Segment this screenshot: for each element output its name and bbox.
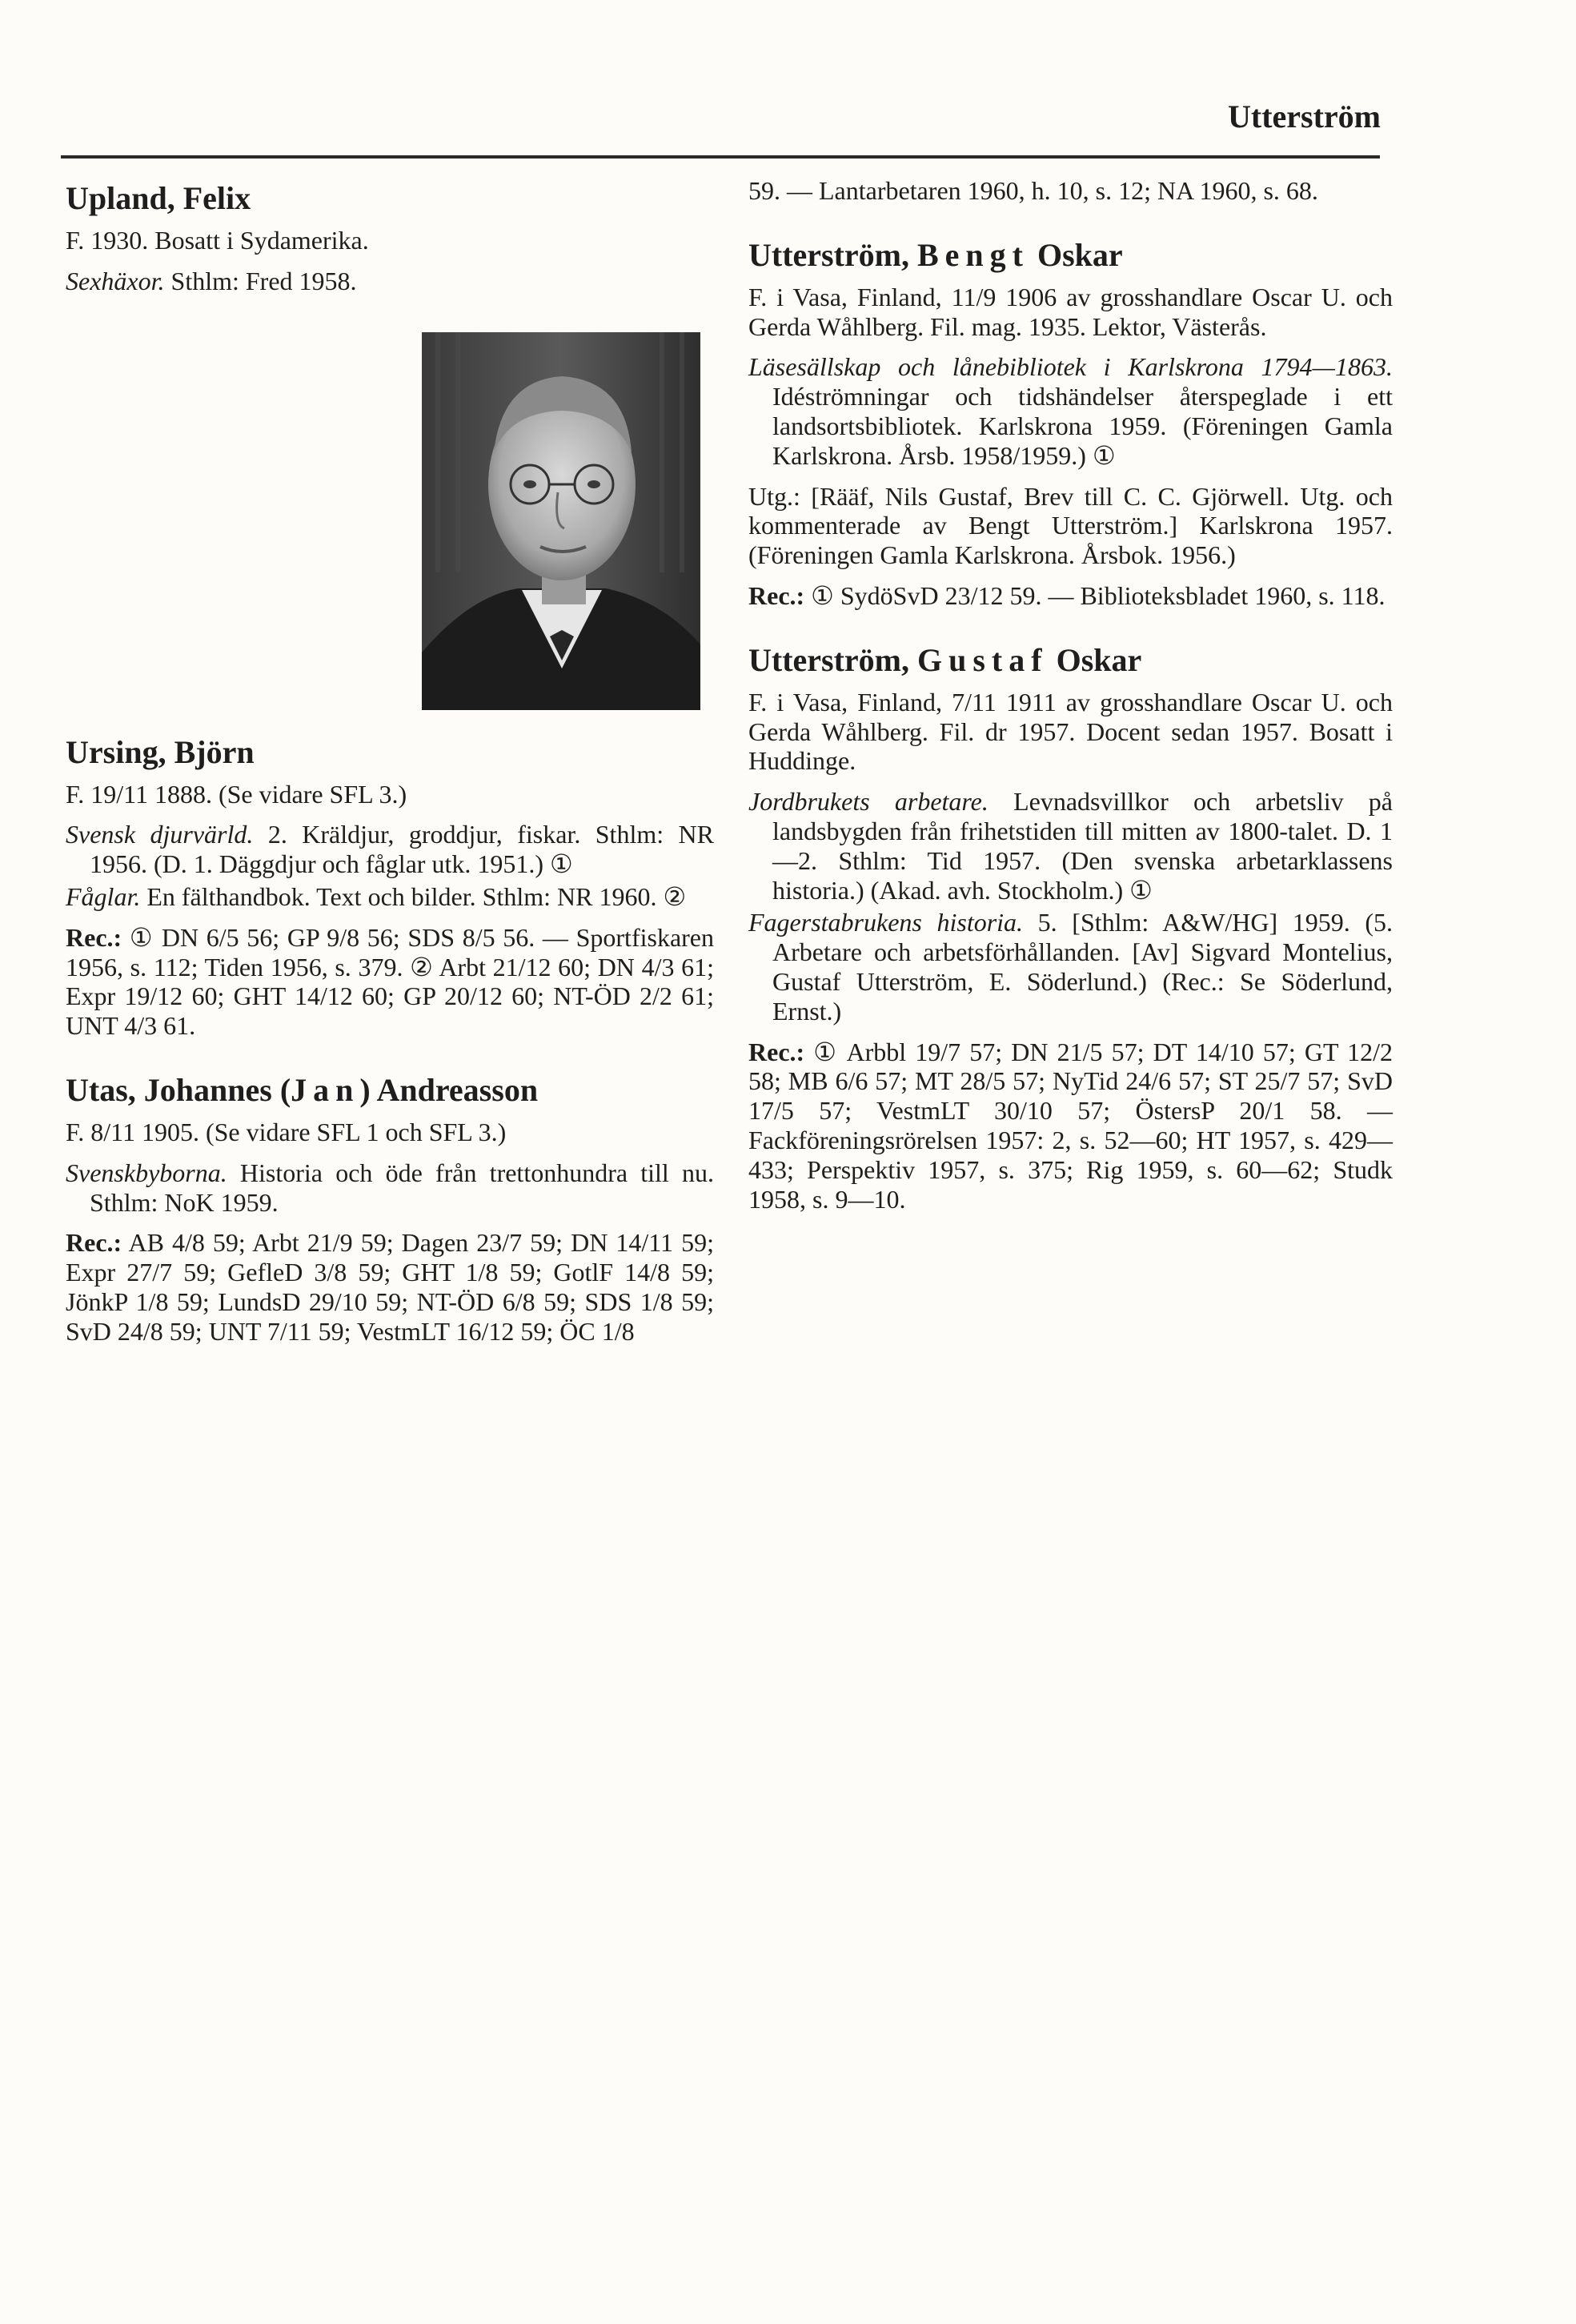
work (66, 820, 714, 879)
name-part: ) Andreasson (359, 1071, 539, 1108)
work-title: Fåglar. (66, 881, 141, 911)
entry-heading (66, 1073, 714, 1108)
left-column (66, 181, 714, 1379)
work-title: Fagerstabrukens historia. (748, 908, 1024, 937)
work-rest: Historia och öde från trettonhundra till nu. Sthlm: NoK 1959. (90, 1158, 714, 1217)
rec-label: Rec.: (66, 1228, 122, 1258)
reviews (748, 581, 1393, 611)
reviews (748, 1038, 1393, 1214)
work-rest: Levnadsvillkor och arbetsliv på landsbygden från frihetstiden till mitten av 1800-talet. D. 1—2. Sthlm: Tid 1957. (Den svenska arbetarklassens historia.) (Akad. avh. Stockholm.) ① (772, 787, 1394, 905)
entry-heading (748, 238, 1393, 273)
editor-note: Utg.: [Rääf, Nils Gustaf, Brev till C. C. Gjörwell. Utg. och kommenterade av Bengt Utterström.] Karlskrona 1957. (Föreningen Gamla Karlskrona. Årsbok. 1956.) (748, 481, 1393, 570)
entry-utas (66, 1073, 714, 1347)
bio: F. 8/11 1905. (Se vidare SFL 1 och SFL 3.) (66, 1117, 507, 1146)
work-title: Svenskbyborna. (66, 1158, 227, 1187)
reviews (66, 923, 714, 1041)
work-rest: Idéströmningar och tidshändelser återspeglade i ett landsortsbibliotek. Karlskrona 1959. (Föreningen Gamla Karlskrona. Årsb. 1958/1959.) ① (772, 382, 1393, 470)
work-title: Svensk djurvärld. (66, 820, 254, 849)
name-part: Oskar (1048, 641, 1142, 678)
rec-text: ① SydöSvD 23/12 59. — Biblioteksbladet 1960, s. 118. (804, 580, 1386, 610)
name-spaced: Bengt (917, 236, 1029, 273)
work (748, 352, 1393, 470)
right-column (748, 176, 1393, 1246)
bio: F. 1930. Bosatt i Sydamerika. (66, 226, 369, 255)
header-rule (61, 155, 1380, 159)
work (66, 882, 714, 912)
rec-text: AB 4/8 59; Arbt 21/9 59; Dagen 23/7 59; DN 14/11 59; Expr 27/7 59; GefleD 3/8 59; GHT 1/8 59; GotlF 14/8 59; JönkP 1/8 59; LundsD 29/10 59; NT-ÖD 6/8 59; SDS 1/8 59; SvD 24/8 59; UNT 7/11 59; VestmLT 16/12 59; ÖC 1/8 (66, 1228, 714, 1346)
bio: F. i Vasa, Finland, 11/9 1906 av grosshandlare Oscar U. och Gerda Wåhlberg. Fil. mag. 1935. Lektor, Västerås. (748, 282, 1393, 341)
work (748, 908, 1393, 1026)
utas-continuation: 59. — Lantarbetaren 1960, h. 10, s. 12; NA 1960, s. 68. (748, 176, 1318, 205)
entry-heading (748, 643, 1393, 678)
name-spaced: Gustaf (917, 641, 1049, 678)
work-rest: 2. Kräldjur, groddjur, fiskar. Sthlm: NR 1956. (D. 1. Däggdjur och fåglar utk. 1951.) ① (90, 820, 715, 879)
entry-upland (66, 181, 714, 296)
entry-heading: Ursing, Björn (66, 733, 255, 770)
work-title: Jordbrukets arbetare. (748, 787, 989, 817)
rec-label: Rec.: (748, 580, 805, 610)
work-rest: Sthlm: Fred 1958. (164, 266, 357, 295)
bio: F. i Vasa, Finland, 7/11 1911 av grosshandlare Oscar U. och Gerda Wåhlberg. Fil. dr 1957. Docent sedan 1957. Bosatt i Huddinge. (748, 687, 1393, 776)
name-part: Utterström, (748, 641, 917, 678)
entry-gustaf (748, 643, 1393, 1214)
entry-heading: Upland, Felix (66, 180, 251, 216)
rec-label: Rec.: (748, 1037, 805, 1066)
work-title: Sexhäxor. (66, 266, 165, 295)
bio: F. 19/11 1888. (Se vidare SFL 3.) (66, 779, 407, 809)
entry-bengt (748, 238, 1393, 611)
running-head: Utterström (1228, 98, 1381, 134)
work-rest: En fälthandbok. Text och bilder. Sthlm: NR 1960. ② (140, 881, 687, 911)
name-spaced: Jan (291, 1071, 360, 1108)
rec-label: Rec.: (66, 922, 122, 952)
work-rest: 5. [Sthlm: A&W/HG] 1959. (5. Arbetare och arbetsförhållanden. [Av] Sigvard Montelius, Gustaf Utterström, E. Söderlund.) (Rec.: Se Söderlund, Ernst.) (772, 908, 1394, 1026)
reviews (66, 1228, 714, 1346)
name-part: Utterström, (748, 236, 917, 273)
rec-text: ① Arbbl 19/7 57; DN 21/5 57; DT 14/10 57; GT 12/2 58; MB 6/6 57; MT 28/5 57; NyTid 24/6 57; ST 25/7 57; SvD 17/5 57; VestmLT 30/10 57; ÖstersP 20/1 58. — Fackföreningsrörelsen 1957: 2, s. 52—60; HT 1957, s. 429—433; Perspektiv 1957, s. 375; Rig 1959, s. 60—62; Studk 1958, s. 9—10. (748, 1037, 1393, 1214)
work (66, 267, 714, 296)
name-part: Utas, Johannes ( (66, 1071, 291, 1108)
rec-text: ① DN 6/5 56; GP 9/8 56; SDS 8/5 56. — Sportfiskaren 1956, s. 112; Tiden 1956, s. 379. ② Arbt 21/12 60; DN 4/3 61; Expr 19/12 60; GHT 14/12 60; GP 20/12 60; NT-ÖD 2/2 61; UNT 4/3 61. (66, 922, 714, 1041)
work (66, 1158, 714, 1218)
work (748, 787, 1393, 905)
entry-ursing (66, 735, 714, 1041)
name-part: Oskar (1029, 236, 1123, 273)
work-title: Läsesällskap och lånebibliotek i Karlskrona 1794—1863. (748, 352, 1393, 382)
